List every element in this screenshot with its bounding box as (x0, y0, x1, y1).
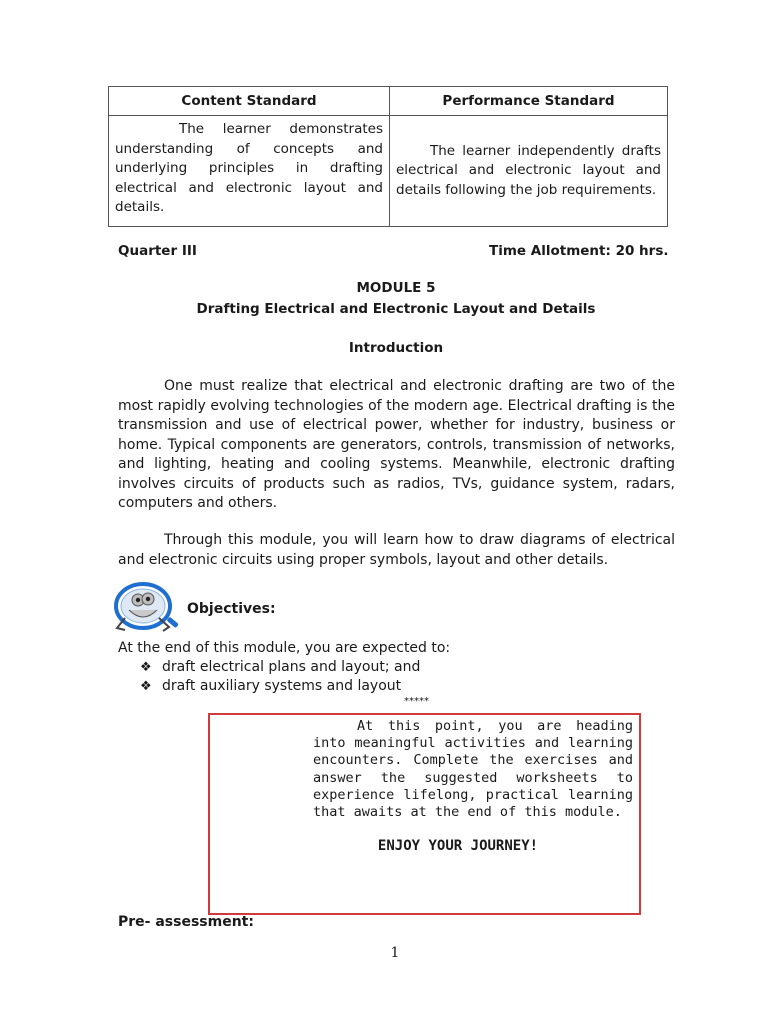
objectives-intro: At the end of this module, you are expected to: (118, 640, 451, 656)
performance-standard-header: Performance Standard (390, 87, 668, 116)
quarter-label: Quarter III (118, 243, 197, 259)
introduction-paragraph-1-text: One must realize that electrical and electronic drafting are two of the most rapidly evolving technologies of the modern age. Electrical drafting is the transmission and use of electrical power, whether for industry, business or home. Typical components are generators, controls, transmission of networks, and lighting, heating and cooling systems. Meanwhile, electronic drafting involves circuits of products such as radios, TVs, guidance system, radars, computers and others. (118, 378, 675, 511)
content-standard-header: Content Standard (109, 87, 390, 116)
magnifier-mascot-icon (107, 580, 181, 634)
diamond-bullet-icon: ❖ (140, 679, 152, 694)
introduction-paragraph-1 (118, 377, 675, 514)
objective-item-2: draft auxiliary systems and layout (162, 678, 402, 694)
introduction-heading: Introduction (348, 340, 444, 356)
separator-stars: ***** (404, 696, 429, 707)
list-item (140, 678, 401, 694)
module-number: MODULE 5 (356, 280, 436, 296)
introduction-paragraph-2-text: Through this module, you will learn how to draw diagrams of electrical and electronic circuits using proper symbols, layout and other details. (118, 532, 675, 568)
notice-text (313, 718, 633, 821)
content-standard-cell: The learner demonstrates understanding of concepts and underlying principles in drafting electrical and electronic layout and details. (109, 116, 390, 227)
pre-assessment-heading: Pre- assessment: (118, 914, 254, 930)
module-title: Drafting Electrical and Electronic Layout and Details (196, 301, 596, 317)
page-number: 1 (390, 945, 400, 961)
standards-table (108, 86, 668, 227)
objective-item-1: draft electrical plans and layout; and (162, 659, 421, 675)
diamond-bullet-icon: ❖ (140, 660, 152, 675)
introduction-paragraph-2 (118, 531, 675, 570)
notice-text-body: At this point, you are heading into meaningful activities and learning encounters. Complete the exercises and answer the suggested worksheets to experience lifelong, practical learning that awaits at the end of this module. (313, 718, 633, 821)
enjoy-banner: ENJOY YOUR JOURNEY! (377, 838, 539, 854)
time-allotment: Time Allotment: 20 hrs. (489, 243, 669, 259)
performance-standard-cell: The learner independently drafts electrical and electronic layout and details following the job requirements. (390, 116, 668, 227)
list-item (140, 659, 420, 675)
objectives-heading: Objectives: (187, 601, 276, 617)
